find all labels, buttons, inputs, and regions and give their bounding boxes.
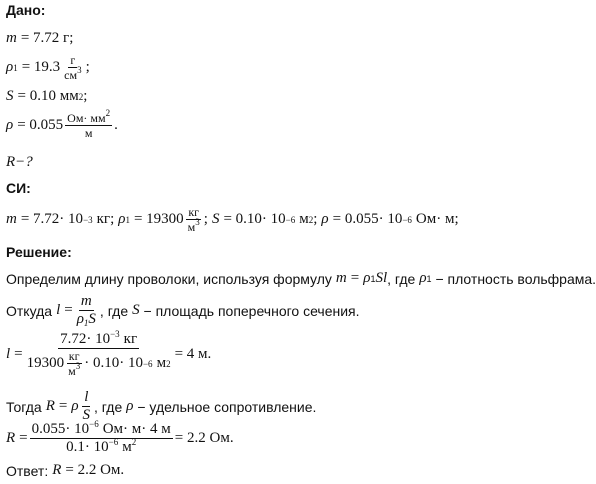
given-mass <box>6 30 73 47</box>
resistivity-symbol: ρ <box>6 117 14 133</box>
line2-fraction-numerator: m <box>80 293 92 309</box>
line1-text: Определим длину проволоки, используя формулу <box>6 270 332 287</box>
si-density-value: = 19300 <box>133 211 184 227</box>
solution-line-1: Определим длину проволоки, используя формулу m = ρ 1 Sl , где ρ 1 − плотность вольфрама. <box>6 270 596 287</box>
answer-line <box>6 462 124 479</box>
line5-den-unit: м <box>122 439 132 455</box>
line5-fraction <box>30 419 173 455</box>
line3-den-unit: м <box>156 355 167 371</box>
resistivity-unit-denominator: м <box>84 126 93 140</box>
line2-equals: = <box>64 302 73 318</box>
heading-solution <box>6 244 72 260</box>
given-density: ρ 1 = 19.3 $\frac{г}{см^3}$ ; <box>6 53 90 82</box>
heading-si <box>6 180 31 196</box>
resistivity-unit-numerator <box>65 108 112 126</box>
line1-where: , где <box>387 270 416 287</box>
line5-equals: = <box>19 430 28 446</box>
si-resistivity-value: = 0.055· 10 <box>332 211 403 227</box>
si-mass-value: = 7.72· 10 <box>20 211 84 227</box>
line4-text: Тогда <box>6 398 42 415</box>
heading-si-text: СИ: <box>6 180 31 196</box>
line2-fraction-denominator <box>75 311 98 327</box>
si-density-unit-denominator <box>186 217 202 234</box>
resistivity-unit-num-text: Ом· мм <box>67 111 106 125</box>
si-mass-unit: кг; <box>96 211 115 227</box>
given-unknown <box>6 154 33 171</box>
density-unit-den-power: 3 <box>77 65 82 75</box>
line3-den-unit-numerator: кг <box>68 349 80 363</box>
line3-den-unit-fraction <box>66 350 82 377</box>
line4-tail: − удельное сопротивление. <box>133 398 317 415</box>
solution-line-5 <box>6 419 234 455</box>
answer-value: = 2.2 Ом. <box>65 462 125 478</box>
area-value: = 0.10 мм <box>17 88 79 104</box>
line2-den-s: S <box>88 311 96 327</box>
resistivity-unit-fraction <box>65 108 112 140</box>
solution-line-4 <box>6 390 316 423</box>
line5-den-exponent: −6 <box>108 437 119 447</box>
line2-where: , где <box>99 302 129 319</box>
density-end: ; <box>85 59 90 75</box>
unknown-text: R−? <box>6 154 33 170</box>
si-resistivity-symbol: ρ <box>321 211 329 227</box>
si-density-end: ; <box>203 211 208 227</box>
si-density-unit-fraction <box>186 206 202 233</box>
line3-den-value: 19300 <box>26 355 65 371</box>
area-symbol: S <box>6 88 14 104</box>
line3-equals: = <box>14 346 23 362</box>
line5-result: = 2.2 Ом. <box>174 430 234 446</box>
line3-den-unit-den-power: 3 <box>75 361 81 371</box>
line3-den-unit-denominator <box>66 361 82 378</box>
si-density-unit-den-text: м <box>187 220 196 234</box>
line1-density-2: ρ <box>419 270 427 286</box>
line4-resistivity-2: ρ <box>126 398 134 414</box>
line3-fraction <box>25 329 173 378</box>
resistivity-unit-num-power: 2 <box>105 108 111 118</box>
mass-value: = 7.72 г; <box>20 30 74 46</box>
line3-num-unit: кг <box>123 331 138 347</box>
line1-tail: − плотность вольфрама. <box>431 270 596 287</box>
resistivity-end: . <box>114 117 118 133</box>
given-resistivity <box>6 108 118 140</box>
area-end: ; <box>83 88 88 104</box>
line2-length: l <box>56 302 61 318</box>
line5-denominator <box>64 439 138 455</box>
si-area-end: ; <box>313 211 318 227</box>
si-mass-symbol: m <box>6 211 17 227</box>
heading-given <box>6 2 45 18</box>
si-area-value: = 0.10· 10 <box>223 211 286 227</box>
line1-mass: m <box>335 270 347 286</box>
line5-resistance: R <box>6 430 16 446</box>
solution-line-3 <box>6 329 212 378</box>
line5-num-exponent: −6 <box>89 419 99 429</box>
line4-where: , где <box>94 398 123 415</box>
heading-given-text: Дано: <box>6 2 46 18</box>
line5-num-value: 0.055· 10 <box>31 421 90 437</box>
si-density-symbol: ρ <box>118 211 126 227</box>
density-value: = 19.3 <box>21 59 61 75</box>
answer-label: Ответ: <box>6 462 49 479</box>
line3-den-unit-den-text: м <box>68 364 76 378</box>
density-unit-denominator <box>62 65 83 82</box>
answer-resistance: R <box>52 462 62 478</box>
line3-denominator: 19300 $\frac{кг}{м^3}$ · 0.10· 10 −6 м 2 <box>26 349 171 378</box>
density-symbol: ρ <box>6 59 14 75</box>
line2-fraction <box>75 294 98 327</box>
line3-numerator <box>58 329 139 349</box>
density-unit-fraction <box>62 54 83 81</box>
line3-num-exponent: −3 <box>110 329 120 339</box>
line5-num-unit: Ом· м· 4 м <box>102 421 171 437</box>
line1-equals: = <box>350 270 360 286</box>
line3-num-value: 7.72· 10 <box>60 331 111 347</box>
line4-equals: = <box>58 398 68 414</box>
si-density-unit-den-power: 3 <box>195 217 200 227</box>
line3-length: l <box>6 346 11 362</box>
solution-line-2 <box>6 294 360 327</box>
density-unit-numerator: г <box>70 53 76 67</box>
line4-fraction-denominator: S <box>82 407 91 423</box>
line1-sl: Sl <box>375 270 388 286</box>
line3-den-area: · 0.10· 10 <box>84 355 143 371</box>
mass-symbol: m <box>6 30 17 46</box>
line2-den-rho: ρ <box>76 311 84 327</box>
line4-fraction-numerator: l <box>84 389 89 405</box>
line2-den-sub: 1 <box>83 318 89 328</box>
density-unit-den-text: см <box>64 68 78 82</box>
line5-den-value: 0.1· 10 <box>66 439 109 455</box>
si-resistivity-unit: Ом· м; <box>415 211 459 227</box>
given-area: S = 0.10 мм 2 ; <box>6 88 88 104</box>
si-area-unit: м <box>299 211 309 227</box>
line2-tail: − площадь поперечного сечения. <box>139 302 360 319</box>
line3-result: = 4 м. <box>174 346 212 362</box>
line5-numerator <box>30 419 173 439</box>
heading-solution-text: Решение: <box>6 244 72 260</box>
si-area-symbol: S <box>211 211 220 227</box>
line4-resistivity: ρ <box>71 398 79 414</box>
line1-density: ρ <box>363 270 371 286</box>
line2-area: S <box>132 302 140 318</box>
line5-den-unit-power: 2 <box>131 437 137 447</box>
resistivity-value: = 0.055 <box>17 117 64 133</box>
line2-text: Откуда <box>6 302 53 319</box>
line4-resistance: R <box>45 398 55 414</box>
si-line: m = 7.72· 10 −3 кг; ρ 1 = 19300 $\frac{кг}{м^3}$ ; S = 0.10· 10 −6 м 2 ; ρ = 0.055· 10 −6 Ом· м; <box>6 205 459 234</box>
si-density-unit-numerator: кг <box>188 205 200 219</box>
